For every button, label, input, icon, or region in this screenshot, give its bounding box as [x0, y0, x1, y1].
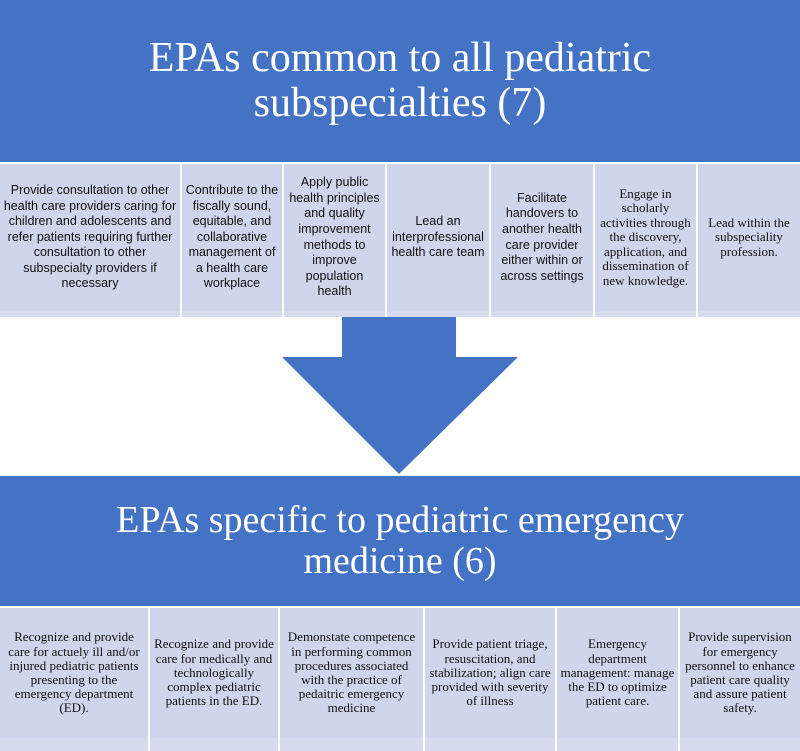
specific-epas-title: EPAs specific to pediatric emergency medicine (6) — [116, 499, 684, 582]
specific-epas-banner — [0, 476, 800, 606]
specific-epa-ed-management: Emergency department management: manage the ED to optimize patient care. — [557, 608, 678, 738]
common-epas-banner — [0, 0, 800, 162]
specific-epa-complex-patients: Recognize and provide care for medically and technologically complex pediatric patients in the ED. — [150, 608, 278, 738]
common-epas-strip — [0, 311, 800, 317]
specific-epas-row — [0, 608, 800, 738]
specific-epa-triage: Provide patient triage, resuscitation, and stabilization; align care provided with severity of illness — [425, 608, 555, 738]
common-epa-lead-profession: Lead within the subspeciality profession. — [698, 164, 800, 311]
common-epa-scholarly: Engage in scholarly activities through the discovery, application, and dissemination of new knowledge. — [595, 164, 696, 311]
specific-epa-acutely-ill: Recognize and provide care for actuely ill and/or injured pediatric patients presenting to the emergency department (ED). — [0, 608, 148, 738]
common-epas-row — [0, 164, 800, 311]
common-epa-public-health: Apply public health principles and quality improvement methods to improve population health — [284, 164, 385, 311]
common-epa-lead-team: Lead an interprofessional health care team — [387, 164, 489, 311]
specific-epas-strip — [0, 738, 800, 751]
common-epas-title: EPAs common to all pediatric subspecialties (7) — [148, 35, 652, 126]
common-epa-consultation: Provide consultation to other health care providers caring for children and adolescents and refer patients requiring further consultation to other subspecialty providers if necessary — [0, 164, 180, 311]
common-epa-management: Contribute to the fiscally sound, equitable, and collaborative management of a health care workplace — [182, 164, 282, 311]
specific-epa-procedures: Demonstate competence in performing common procedures associated with the practice of pedaitric emergency medicine — [280, 608, 423, 738]
common-epa-handovers: Facilitate handovers to another health care provider either within or across settings — [491, 164, 593, 311]
arrow-shape — [282, 317, 518, 474]
specific-epa-supervision: Provide supervision for emergency personnel to enhance patient care quality and assure patient safety. — [680, 608, 800, 738]
